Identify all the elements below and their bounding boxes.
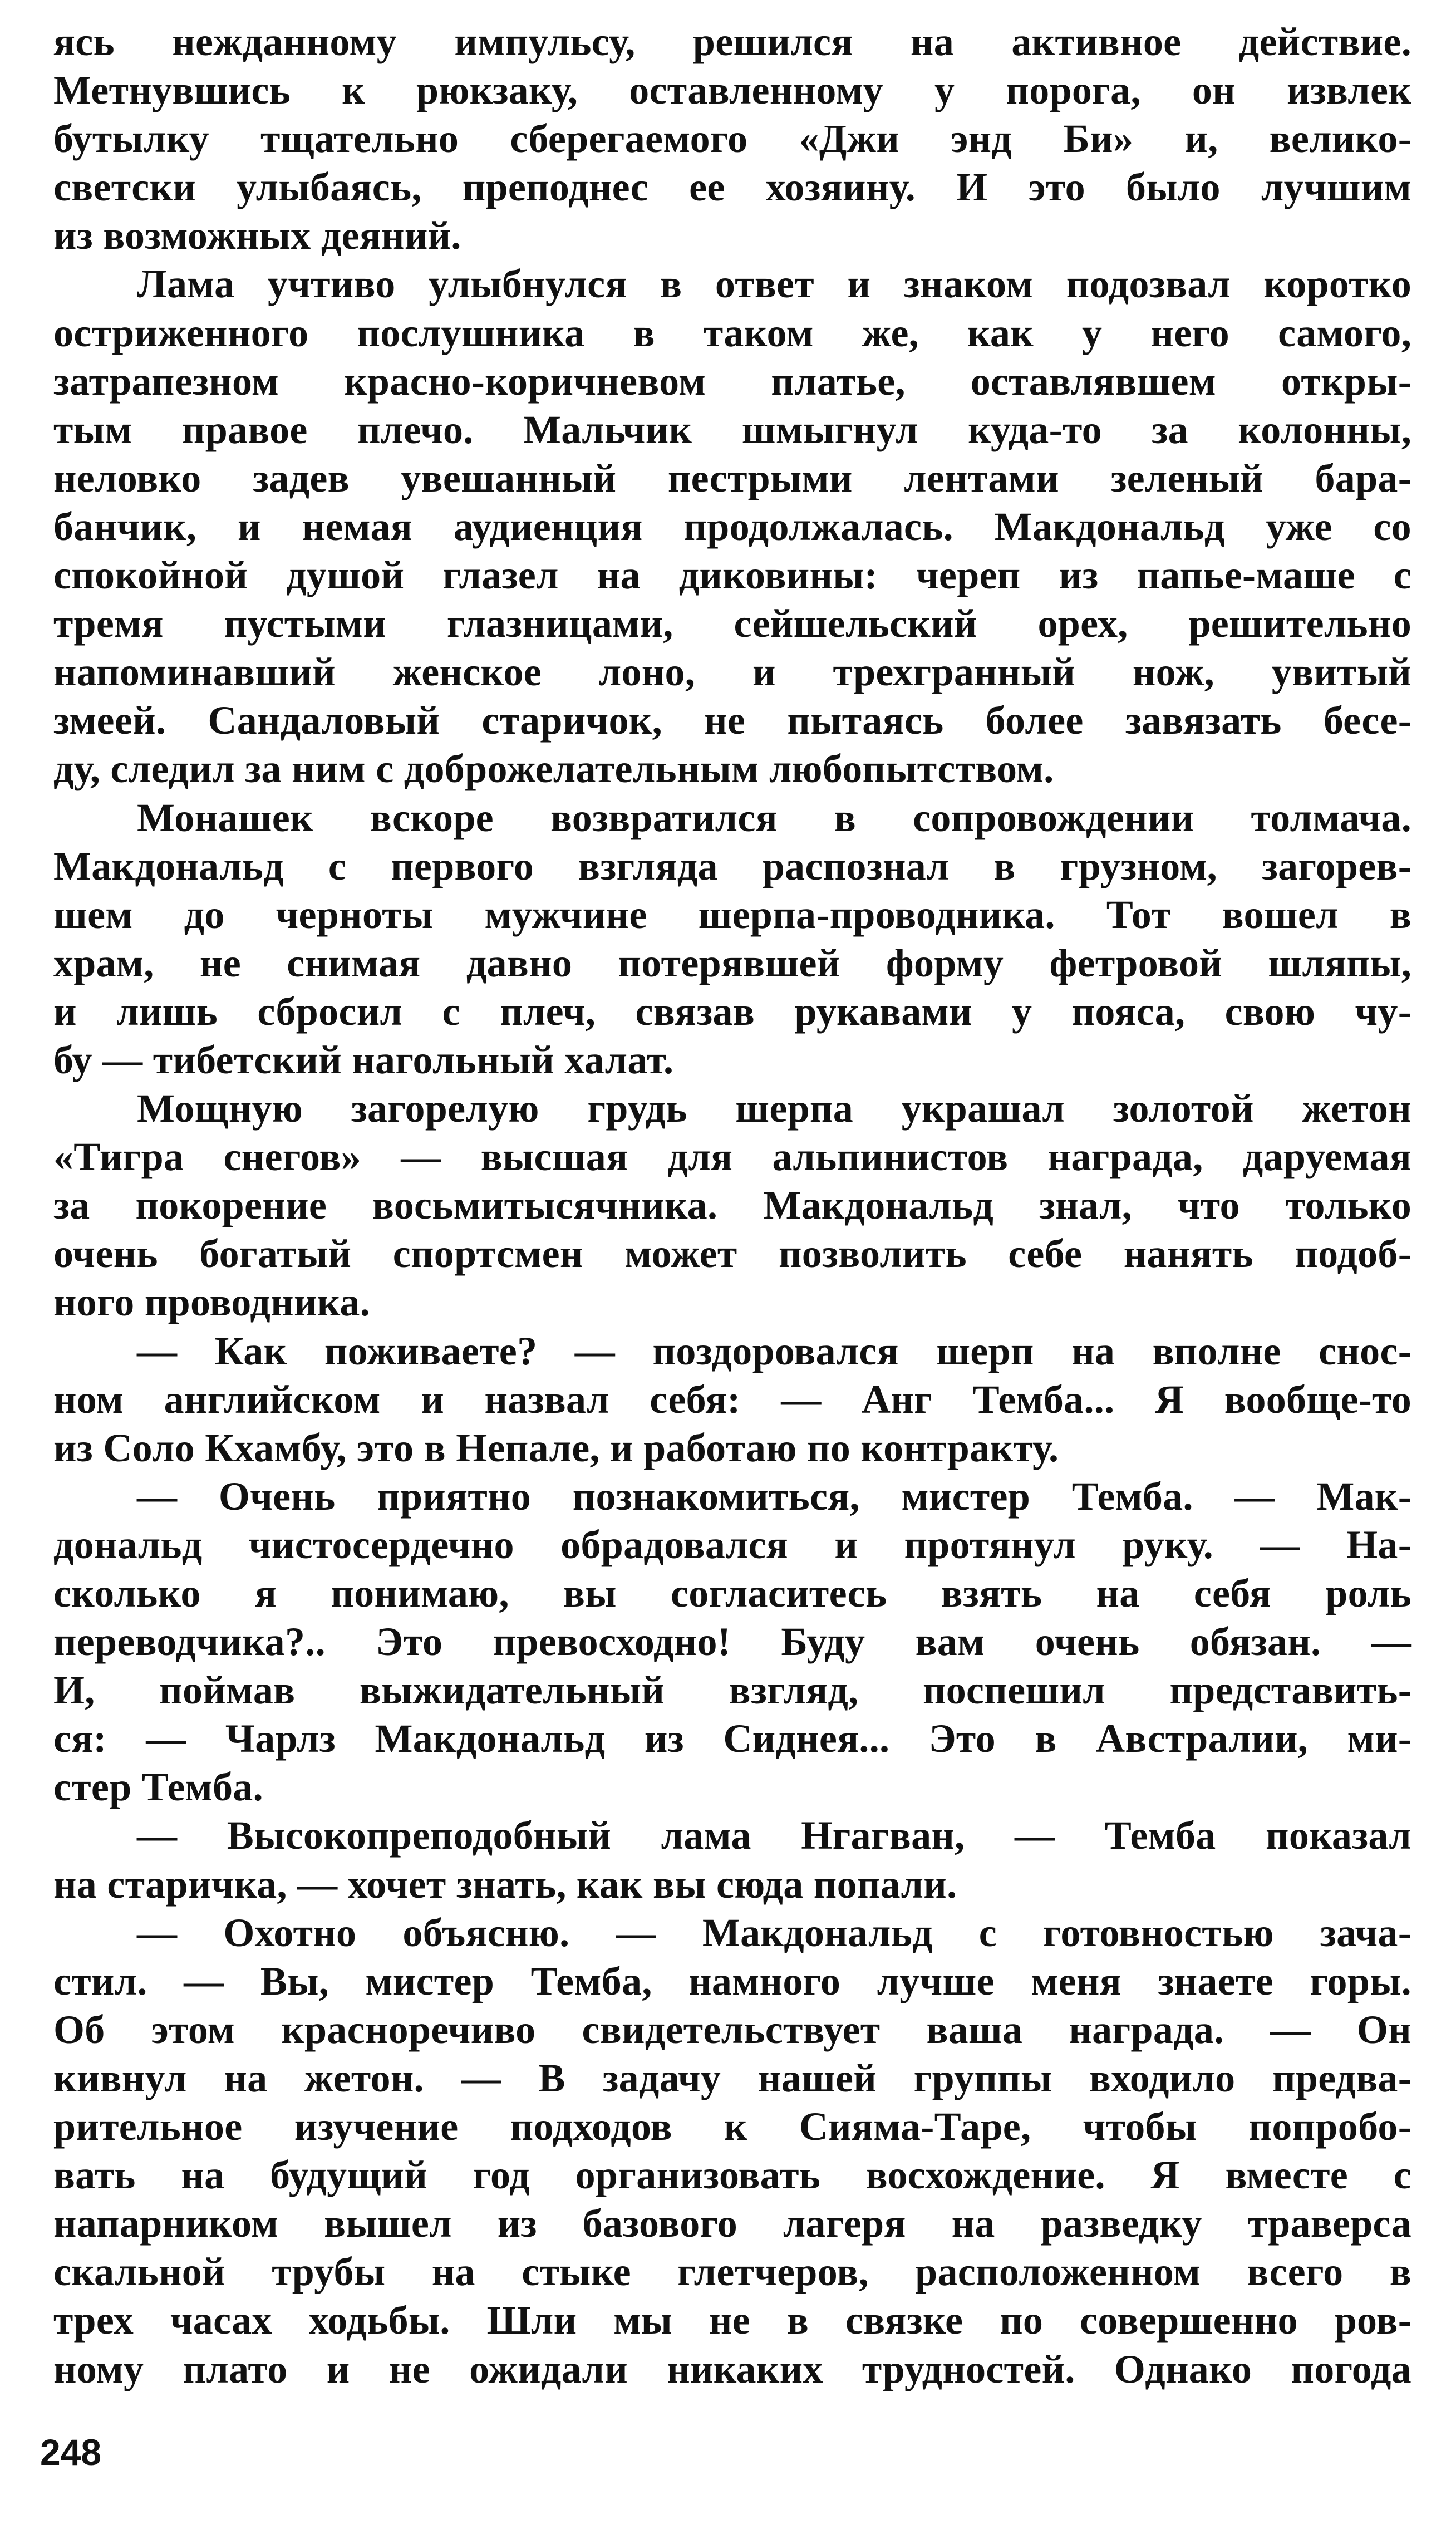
page-number: 248 [40,2432,102,2473]
text-line: змеей. Сандаловый старичок, не пытаясь более завязать бесе- [53,698,1411,743]
text-line: напарником вышел из базового лагеря на разведку траверса [53,2201,1411,2246]
text-line: трех часах ходьбы. Шли мы не в связке по совершенно ров- [53,2298,1411,2343]
text-line: ного проводника. [53,1280,371,1325]
text-line: стил. — Вы, мистер Темба, намного лучше меня знаете горы. [53,1958,1411,2003]
text-line: Макдональд с первого взгляда распознал в грузном, загорев- [53,843,1411,888]
text-line: тым правое плечо. Мальчик шмыгнул куда-то за колонны, [53,407,1411,452]
text-line: затрапезном красно-коричневом платье, оставлявшем откры- [53,359,1411,404]
text-line: ясь нежданному импульсу, решился на активное действие. [53,19,1411,64]
text-line: — Как поживаете? — поздоровался шерп на вполне снос- [137,1328,1411,1373]
text-line: рительное изучение подходов к Сияма-Таре, чтобы попробо- [53,2104,1411,2149]
text-line: скальной трубы на стыке глетчеров, расположенном всего в [53,2250,1411,2295]
text-line: на старичка, — хочет знать, как вы сюда попали. [53,1862,957,1907]
text-line: ся: — Чарлз Макдональд из Сиднея... Это в Австралии, ми- [53,1716,1411,1761]
text-line: — Очень приятно познакомиться, мистер Темба. — Мак- [137,1474,1411,1519]
text-line: — Высокопреподобный лама Нгагван, — Темба показал [137,1813,1411,1858]
text-line: из возможных деяний. [53,213,461,258]
text-line: — Охотно объясню. — Макдональд с готовностью зача- [137,1910,1411,1955]
text-line: «Тигра снегов» — высшая для альпинистов награда, даруемая [53,1135,1411,1180]
text-line: сколько я понимаю, вы согласитесь взять на себя роль [53,1571,1411,1615]
text-line: остриженного послушника в таком же, как у него самого, [53,310,1411,355]
text-line: Мощную загорелую грудь шерпа украшал золотой жетон [137,1086,1411,1131]
text-line: банчик, и немая аудиенция продолжалась. Макдональд уже со [53,504,1411,549]
text-line: неловко задев увешанный пестрыми лентами зеленый бара- [53,455,1411,500]
text-line: кивнул на жетон. — В задачу нашей группы входило предва- [53,2055,1411,2100]
text-line: вать на будущий год организовать восхождение. Я вместе с [53,2153,1411,2198]
text-line: Лама учтиво улыбнулся в ответ и знаком подозвал коротко [137,262,1411,307]
text-line: бу — тибетский нагольный халат. [53,1037,674,1082]
text-line: светски улыбаясь, преподнес ее хозяину. И это было лучшим [53,165,1411,210]
text-line: Монашек вскоре возвратился в сопровождении толмача. [137,795,1411,840]
text-line: храм, не снимая давно потерявшей форму фетровой шляпы, [53,940,1411,985]
text-line: ном английском и назвал себя: — Анг Темба... Я вообще-то [53,1377,1411,1422]
text-line: И, поймав выжидательный взгляд, поспешил представить- [53,1668,1411,1713]
text-line: за покорение восьмитысячника. Макдональд знал, что только [53,1183,1411,1228]
text-line: стер Темба. [53,1765,263,1810]
text-line: дональд чистосердечно обрадовался и протянул руку. — На- [53,1522,1411,1567]
text-line: шем до черноты мужчине шерпа-проводника. Тот вошел в [53,892,1411,937]
body-text [53,18,1411,2394]
text-line: напоминавший женское лоно, и трехгранный нож, увитый [53,650,1411,695]
text-line: ду, следил за ним с доброжелательным любопытством. [53,747,1054,792]
text-line: Об этом красноречиво свидетельствует ваша награда. — Он [53,2007,1411,2052]
text-line: Метнувшись к рюкзаку, оставленному у порога, он извлек [53,68,1411,113]
text-line: ному плато и не ожидали никаких трудностей. Однако погода [53,2346,1411,2391]
text-line: переводчика?.. Это превосходно! Буду вам очень обязан. — [53,1619,1411,1664]
text-line: из Соло Кхамбу, это в Непале, и работаю по контракту. [53,1425,1059,1470]
text-line: и лишь сбросил с плеч, связав рукавами у пояса, свою чу- [53,989,1411,1034]
text-line: спокойной душой глазел на диковины: череп из папье-маше с [53,553,1411,598]
text-line: бутылку тщательно сберегаемого «Джи энд Би» и, велико- [53,116,1411,161]
text-line: тремя пустыми глазницами, сейшельский орех, решительно [53,601,1411,646]
text-line: очень богатый спортсмен может позволить себе нанять подоб- [53,1231,1411,1276]
